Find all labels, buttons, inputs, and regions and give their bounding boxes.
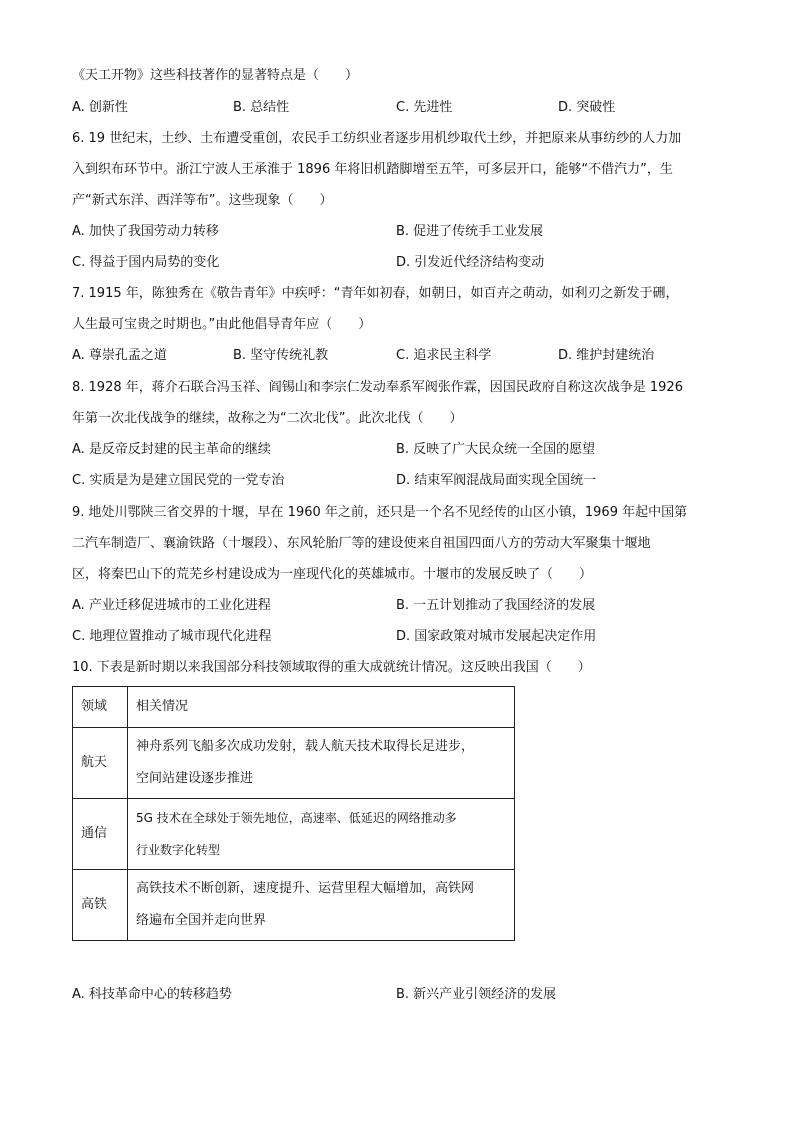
table-header-row bbox=[73, 687, 515, 728]
q9-option-d[interactable]: D. 国家政策对城市发展起决定作用 bbox=[396, 629, 597, 644]
table-cell-desc-line: 神舟系列飞船多次成功发射，载人航天技术取得长足进步， bbox=[136, 739, 475, 754]
q8-stem-line-1: 8. 1928 年，蒋介石联合冯玉祥、阎锡山和李宗仁发动奉系军阀张作霖，因国民政府自称这次战争是 1926 bbox=[72, 380, 683, 395]
q6-stem-line-2: 入到织布环节中。浙江宁波人王承淮于 1896 年将旧机踏脚增至五竿，可多层开口，能够“不借汽力”，生 bbox=[72, 162, 673, 177]
q10-option-a[interactable]: A. 科技革命中心的转移趋势 bbox=[72, 987, 232, 1002]
table-cell-field: 航天 bbox=[73, 728, 128, 799]
q7-option-c[interactable]: C. 追求民主科学 bbox=[396, 348, 492, 363]
table-header-desc: 相关情况 bbox=[128, 687, 515, 728]
q8-option-b[interactable]: B. 反映了广大民众统一全国的愿望 bbox=[396, 442, 596, 457]
q8-option-c[interactable]: C. 实质是为是建立国民党的一党专治 bbox=[72, 473, 285, 488]
q5-option-c[interactable]: C. 先进性 bbox=[396, 100, 453, 115]
table-cell-desc bbox=[128, 728, 515, 799]
q6-stem-line-3: 产“新式东洋、西洋等布”。这些现象（ ） bbox=[72, 193, 333, 208]
q6-option-c[interactable]: C. 得益于国内局势的变化 bbox=[72, 255, 220, 270]
q9-stem-line-1: 9. 地处川鄂陕三省交界的十堰，早在 1960 年之前，还只是一个名不见经传的山区小镇，1969 年起中国第 bbox=[72, 505, 688, 520]
table-row bbox=[73, 728, 515, 799]
table-row bbox=[73, 799, 515, 870]
table-cell-desc-line: 高铁技术不断创新，速度提升、运营里程大幅增加，高铁网 bbox=[136, 881, 475, 896]
q6-option-d[interactable]: D. 引发近代经济结构变动 bbox=[396, 255, 545, 270]
table-cell-desc-line: 络遍布全国并走向世界 bbox=[136, 913, 267, 928]
table-cell-desc-line: 行业数字化转型 bbox=[136, 843, 221, 857]
q5-option-b[interactable]: B. 总结性 bbox=[233, 100, 290, 115]
table-row bbox=[73, 870, 515, 941]
q7-option-d[interactable]: D. 维护封建统治 bbox=[558, 348, 655, 363]
q7-option-a[interactable]: A. 尊崇孔孟之道 bbox=[72, 348, 167, 363]
q9-option-c[interactable]: C. 地理位置推动了城市现代化进程 bbox=[72, 629, 272, 644]
table-cell-desc-line: 5G 技术在全球处于领先地位，高速率、低延迟的网络推动多 bbox=[136, 811, 457, 825]
q8-option-a[interactable]: A. 是反帝反封建的民主革命的继续 bbox=[72, 442, 271, 457]
q9-option-a[interactable]: A. 产业迁移促进城市的工业化进程 bbox=[72, 598, 271, 613]
table-header-field: 领域 bbox=[73, 687, 128, 728]
q8-stem-line-2: 年第一次北伐战争的继续，故称之为“二次北伐”。此次北伐（ ） bbox=[72, 411, 463, 426]
q6-stem-line-1: 6. 19 世纪末，土纱、土布遭受重创，农民手工纺织业者逐步用机纱取代土纱，并把原来从事纺纱的人力加 bbox=[72, 131, 682, 146]
q8-option-d[interactable]: D. 结束军阀混战局面实现全国统一 bbox=[396, 473, 597, 488]
table-cell-desc bbox=[128, 870, 515, 941]
q6-option-a[interactable]: A. 加快了我国劳动力转移 bbox=[72, 224, 219, 239]
q5-stem: 《天工开物》这些科技著作的显著特点是（ ） bbox=[72, 68, 359, 83]
achievement-table bbox=[72, 686, 515, 941]
table-cell-field: 通信 bbox=[73, 799, 128, 870]
q10-stem: 10. 下表是新时期以来我国部分科技领域取得的重大成就统计情况。这反映出我国（ ） bbox=[72, 660, 591, 675]
q6-option-b[interactable]: B. 促进了传统手工业发展 bbox=[396, 224, 544, 239]
q9-stem-line-3: 区，将秦巴山下的荒芜乡村建设成为一座现代化的英雄城市。十堰市的发展反映了（ ） bbox=[72, 567, 593, 582]
q7-stem-line-1: 7. 1915 年，陈独秀在《敬告青年》中疾呼：“青年如初春，如朝日，如百卉之萌动，如利刃之新发于硎， bbox=[72, 286, 679, 301]
table-cell-field: 高铁 bbox=[73, 870, 128, 941]
q5-option-d[interactable]: D. 突破性 bbox=[558, 100, 616, 115]
q7-option-b[interactable]: B. 坚守传统礼教 bbox=[233, 348, 329, 363]
q5-option-a[interactable]: A. 创新性 bbox=[72, 100, 128, 115]
table-cell-desc-line: 空间站建设逐步推进 bbox=[136, 771, 254, 786]
q9-option-b[interactable]: B. 一五计划推动了我国经济的发展 bbox=[396, 598, 596, 613]
q9-stem-line-2: 二汽车制造厂、襄渝铁路（十堰段）、东风轮胎厂等的建设使来自祖国四面八方的劳动大军聚集十堰地 bbox=[72, 536, 651, 551]
q7-stem-line-2: 人生最可宝贵之时期也。”由此他倡导青年应（ ） bbox=[72, 317, 372, 332]
q10-option-b[interactable]: B. 新兴产业引领经济的发展 bbox=[396, 987, 557, 1002]
table-cell-desc bbox=[128, 799, 515, 870]
